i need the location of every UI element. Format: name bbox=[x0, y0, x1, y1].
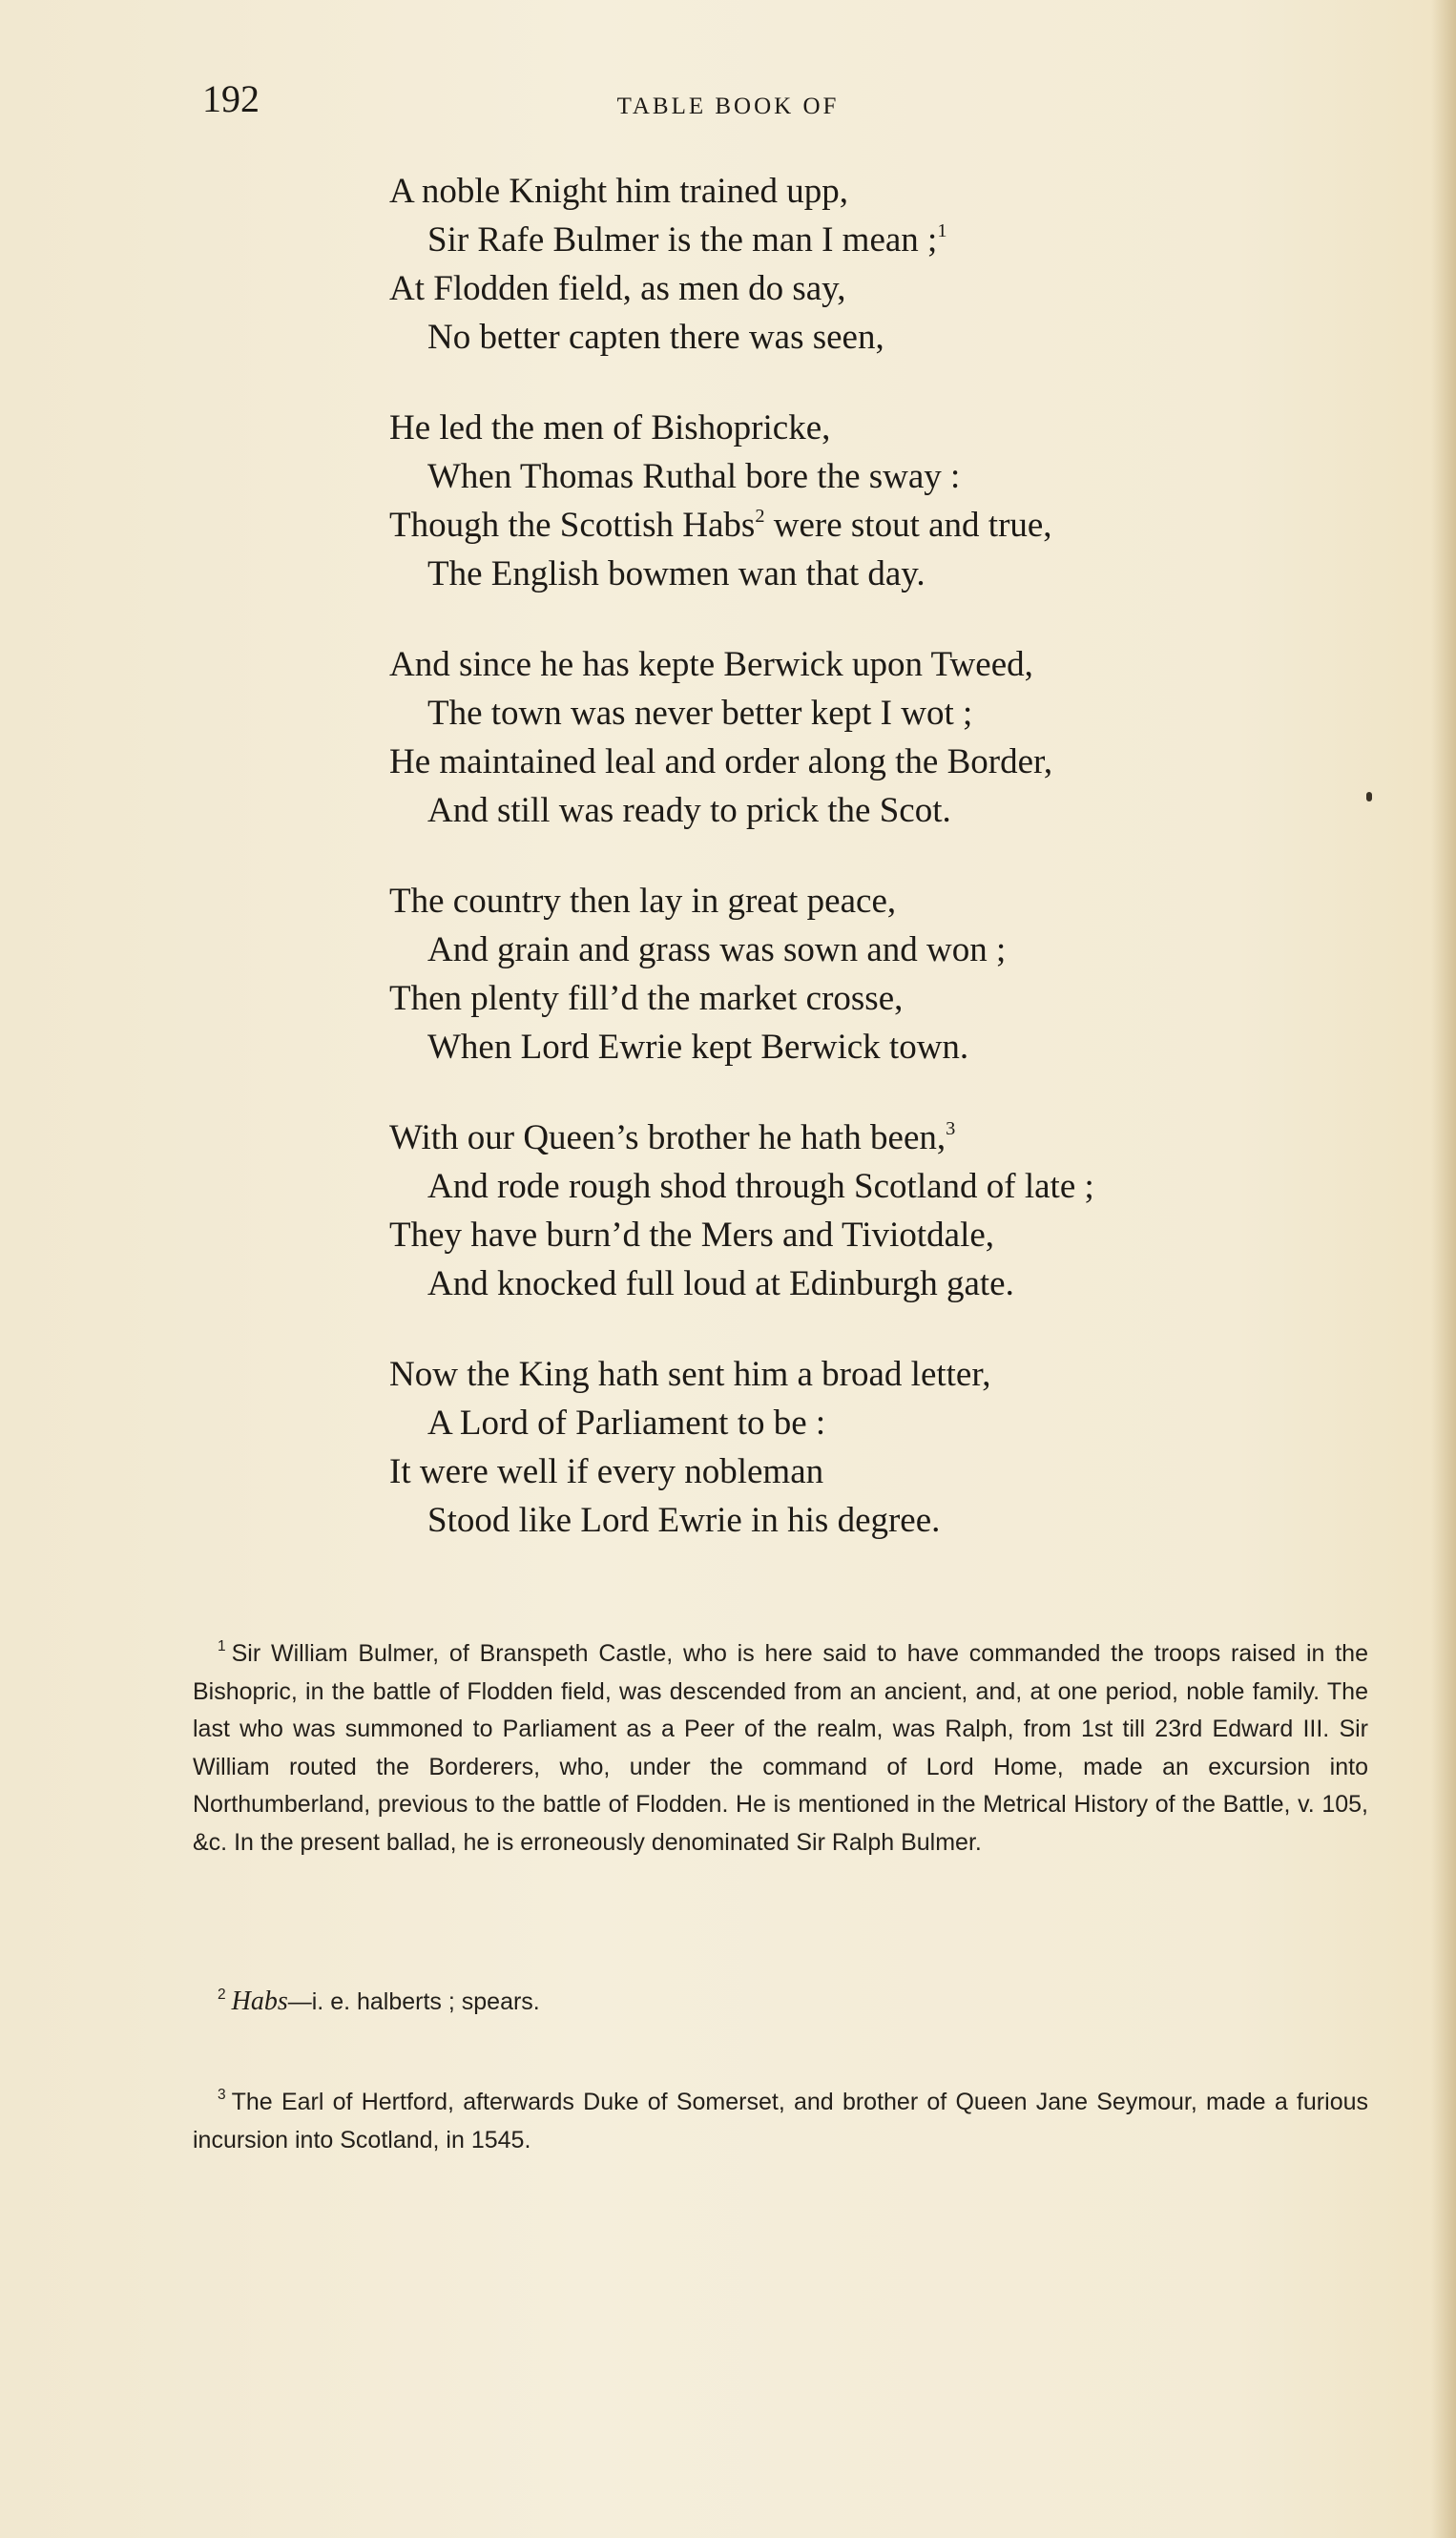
verse-line: He maintained leal and order along the Border, bbox=[389, 742, 1053, 781]
verse-line: He led the men of Bishopricke, bbox=[389, 408, 831, 447]
verse-line: When Thomas Ruthal bore the sway : bbox=[427, 457, 961, 496]
page-number: 192 bbox=[202, 77, 260, 120]
footnote-reference[interactable]: 1 bbox=[937, 219, 947, 241]
footnote-1: $^1$ Sir William Bulmer, of Branspeth Castle, who is here said to have commanded the troops raised in the Bishopric, in the battle of Flodden field, was descended from an ancient, and, at one period, noble family. The last who was summoned to Parliament as a Peer of the realm, was Ralph, from 1st till 23rd Edward III. Sir William routed the Borderers, who, under the command of Lord Home, made an excursion into Northumberland, previous to the battle of Flodden. He is mentioned in the Metrical History of the Battle, v. 105, &c. In the present ballad, he is erroneously denominated Sir Ralph Bulmer. bbox=[193, 1638, 1368, 1856]
verse-line: At Flodden field, as men do say, bbox=[389, 269, 846, 308]
verse-line: The town was never better kept I wot ; bbox=[427, 694, 973, 733]
verse-line: When Lord Ewrie kept Berwick town. bbox=[427, 1028, 969, 1067]
page-edge-shading bbox=[1431, 0, 1456, 2538]
verse-line: No better capten there was seen, bbox=[427, 318, 884, 357]
verse-line: And still was ready to prick the Scot. bbox=[427, 791, 951, 830]
verse-line: The country then lay in great peace, bbox=[389, 882, 897, 921]
verse-line: A Lord of Parliament to be : bbox=[427, 1404, 826, 1443]
verse-line: And grain and grass was sown and won ; bbox=[427, 930, 1007, 969]
footnote-marker: 2 bbox=[218, 1987, 226, 2004]
verse-line: They have burn’d the Mers and Tiviotdale, bbox=[389, 1216, 995, 1255]
verse-line: And knocked full loud at Edinburgh gate. bbox=[427, 1264, 1014, 1303]
verse-line: Stood like Lord Ewrie in his degree. bbox=[427, 1501, 941, 1540]
footnote-term: Habs bbox=[231, 1987, 288, 2016]
ink-speck bbox=[1366, 792, 1372, 801]
running-title: TABLE BOOK OF bbox=[616, 94, 840, 119]
verse-line: And since he has kepte Berwick upon Tweed, bbox=[389, 645, 1033, 684]
verse-line: The English bowmen wan that day. bbox=[427, 554, 926, 593]
verse-line: With our Queen’s brother he hath been,$^3$ bbox=[389, 1117, 956, 1157]
footnote-marker: 1 bbox=[218, 1638, 226, 1655]
verse-line: Now the King hath sent him a broad letter, bbox=[389, 1355, 991, 1394]
verse-line: A noble Knight him trained upp, bbox=[389, 172, 848, 211]
footnote-marker: 3 bbox=[218, 2087, 226, 2104]
footnote-reference[interactable]: 2 bbox=[755, 505, 765, 527]
verse-line: And rode rough shod through Scotland of late ; bbox=[427, 1167, 1094, 1206]
verse-line: Sir Rafe Bulmer is the man I mean ;$^1$ bbox=[427, 219, 947, 260]
verse-line: Though the Scottish Habs$^2$ were stout and true, bbox=[389, 505, 1052, 545]
verse-line: It were well if every nobleman bbox=[389, 1452, 824, 1491]
footnote-reference[interactable]: 3 bbox=[946, 1117, 956, 1139]
verse-line: Then plenty fill’d the market crosse, bbox=[389, 979, 904, 1018]
footnote-3: $^3$ The Earl of Hertford, afterwards Duke of Somerset, and brother of Queen Jane Seymour, made a furious incursion into Scotland, in 1545. bbox=[193, 2087, 1368, 2153]
footnote-2: $^2$ Habs—i. e. halberts ; spears. bbox=[218, 1987, 540, 2016]
